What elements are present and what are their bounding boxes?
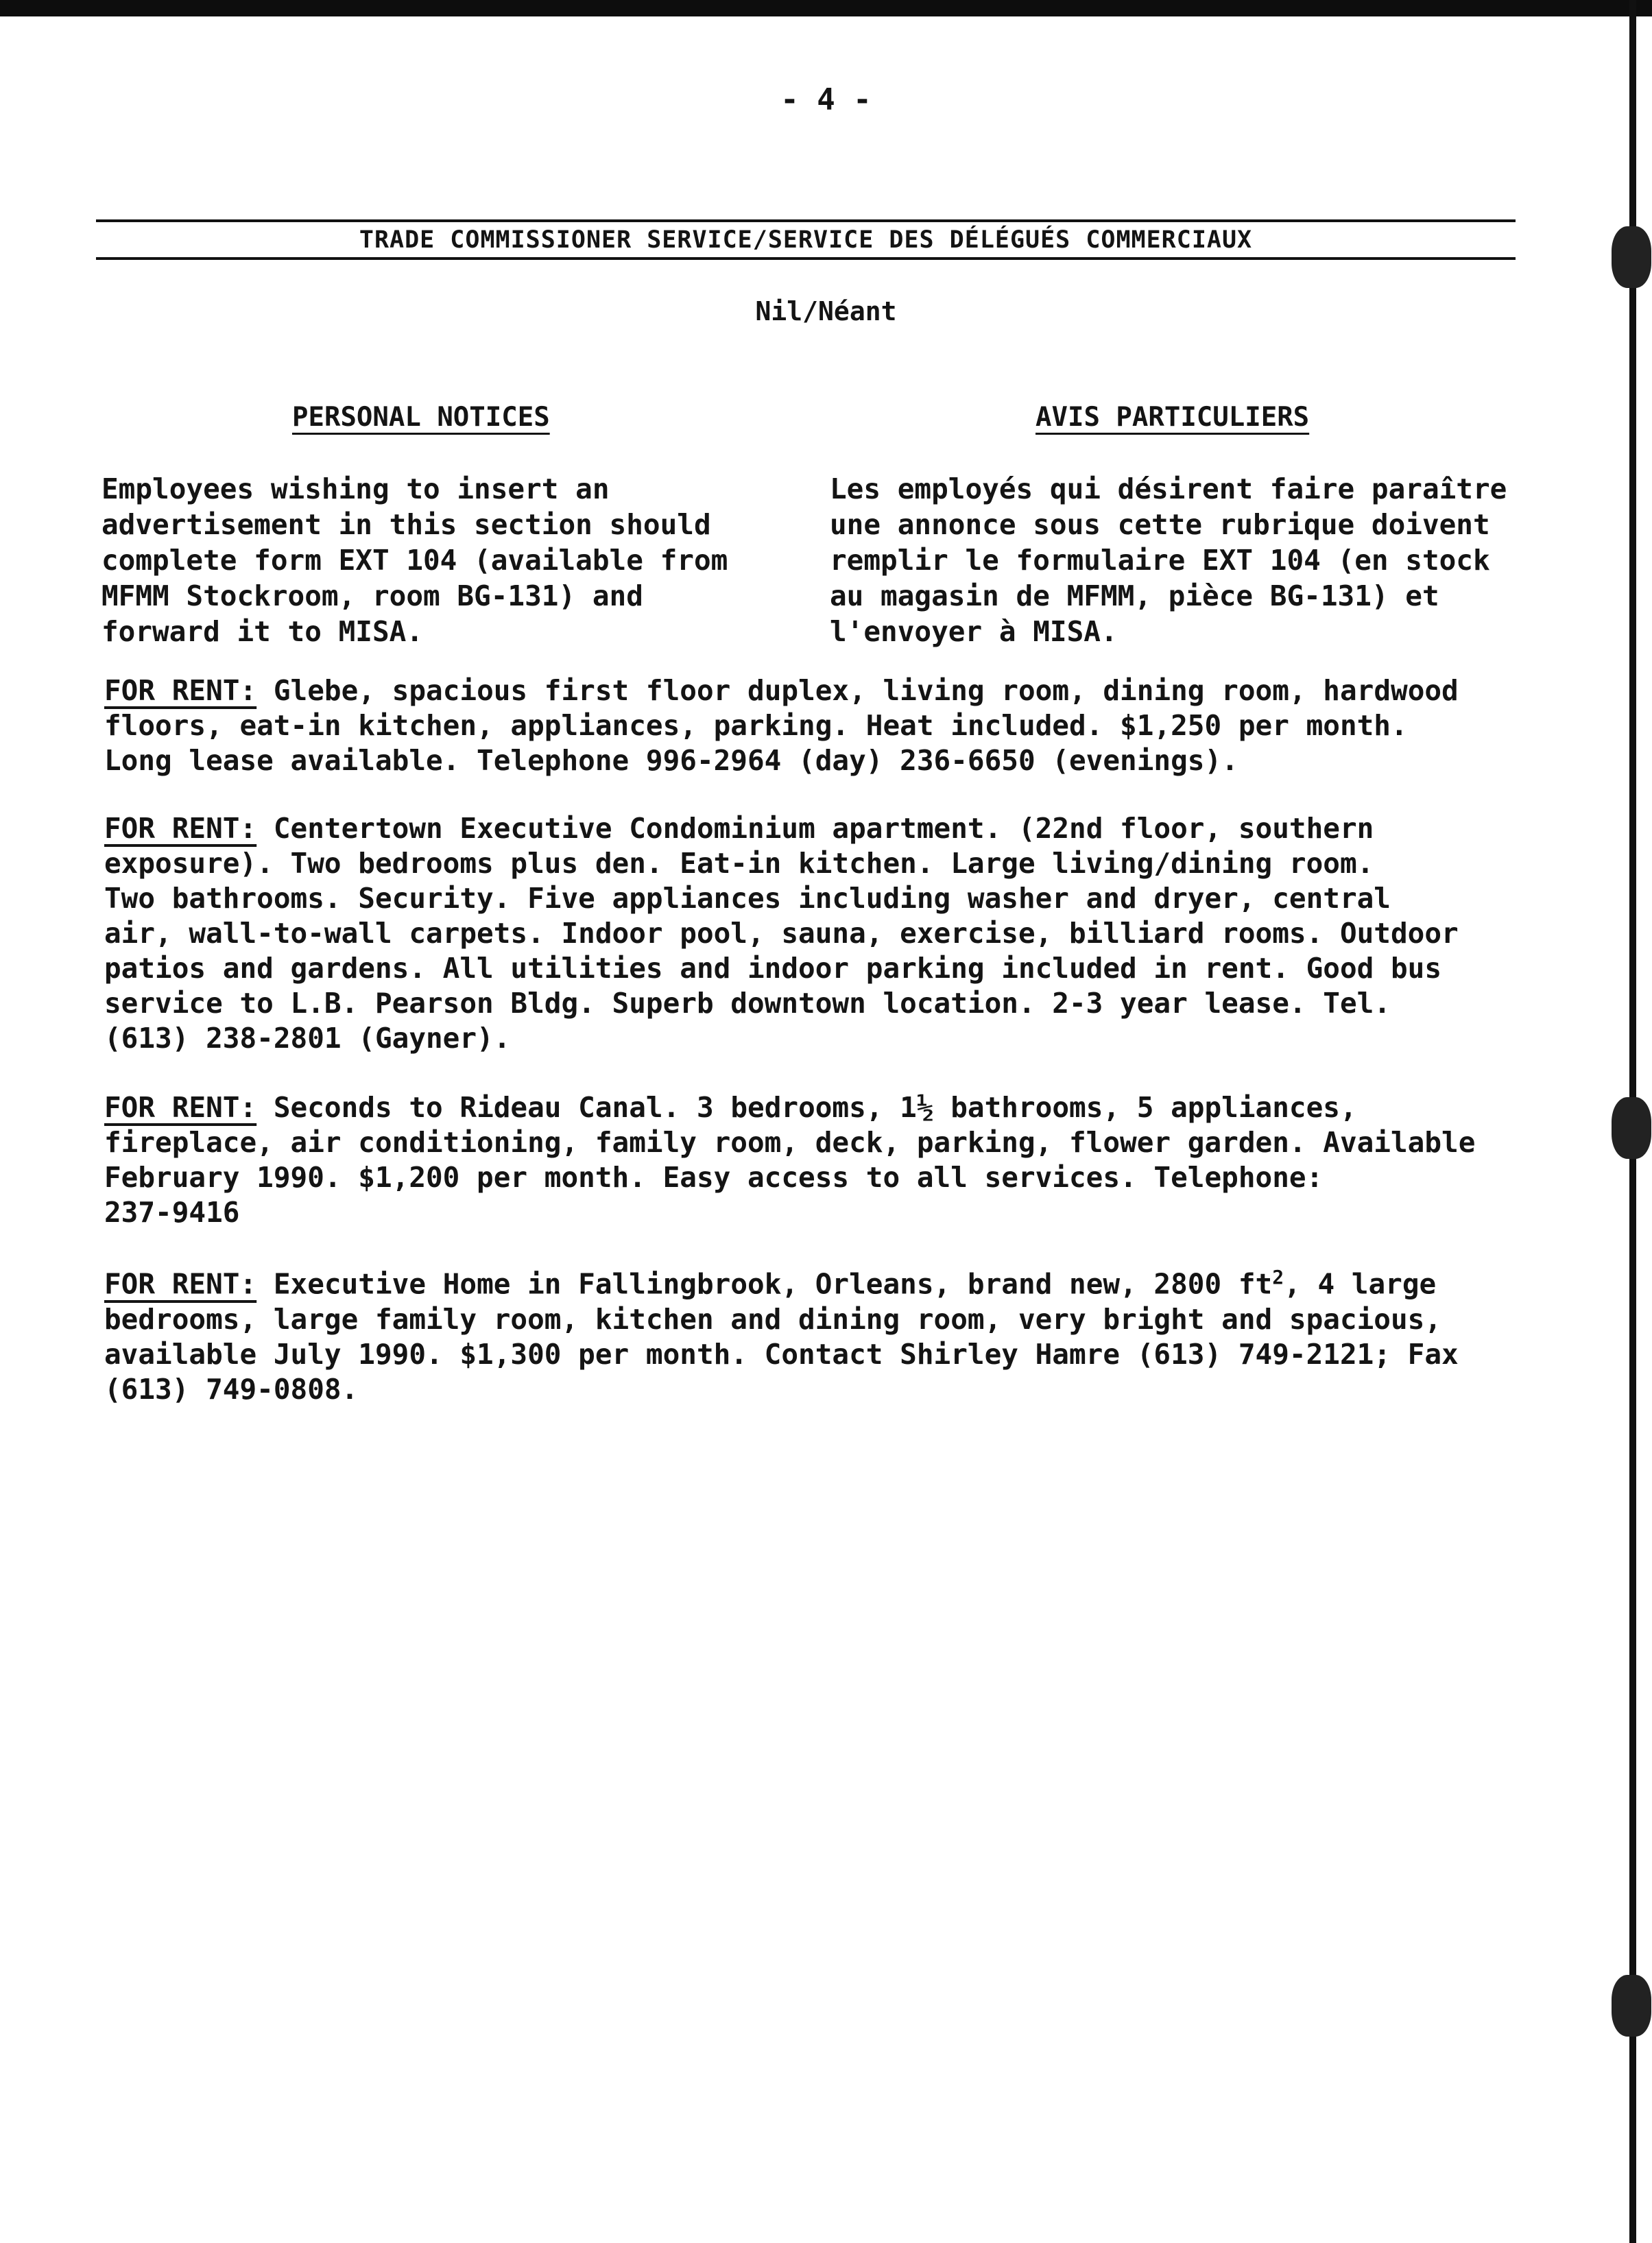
binder-ring	[1612, 1975, 1651, 2037]
rental-ad-glebe	[104, 673, 1544, 778]
binder-ring	[1612, 1097, 1651, 1159]
personal-notices-heading: PERSONAL NOTICES	[292, 402, 550, 433]
section-heading: TRADE COMMISSIONER SERVICE/SERVICE DES DÉLÉGUÉS COMMERCIAUX	[359, 226, 1253, 254]
ad-label: FOR RENT:	[104, 1091, 257, 1124]
ad-label: FOR RENT:	[104, 674, 257, 707]
section-rule-bottom	[96, 257, 1516, 260]
ad-text: Executive Home in Fallingbrook, Orleans, brand new, 2800 ft	[256, 1267, 1273, 1301]
binder-binding	[1605, 0, 1652, 2243]
section-rule-top	[96, 219, 1516, 222]
ad-superscript: 2	[1272, 1266, 1284, 1288]
page-number: - 4 -	[780, 82, 872, 117]
ad-text: , 4 large bedrooms, large family room, kitchen and dining room, very bright and spacious, available July 1990. $1,300 per month. Contact Shirley Hamre (613) 749-2121; Fax (613) 749-0808.	[104, 1267, 1459, 1406]
personal-notices-text: Employees wishing to insert an advertisement in this section should complete form EXT 104 (available from MFMM Stockroom, room BG-131) and forward it to MISA.	[101, 472, 728, 648]
ad-text: Glebe, spacious first floor duplex, living room, dining room, hardwood floors, eat-in kitchen, appliances, parking. Heat included. $1,250 per month. Long lease available. Telephone 996-2964 (day) 236-6650 (evenings).	[104, 674, 1459, 777]
avis-particuliers-text: Les employés qui désirent faire paraître une annonce sous cette rubrique doivent remplir le formulaire EXT 104 (en stock au magasin de MFMM, pièce BG-131) et l'envoyer à MISA.	[830, 472, 1507, 648]
avis-particuliers-heading: AVIS PARTICULIERS	[1036, 402, 1310, 433]
ad-text: Centertown Executive Condominium apartment. (22nd floor, southern exposure). Two bedrooms plus den. Eat-in kitchen. Large living/dining room. Two bathrooms. Security. Five appliances including washer and dryer, central air, wall-to-wall carpets. Indoor pool, sauna, exercise, billiard rooms. Outdoor patios and gardens. All utilities and indoor parking included in rent. Good bus service to L.B. Pearson Bldg. Superb downtown location. 2-3 year lease. Tel. (613) 238-2801 (Gayner).	[104, 812, 1459, 1055]
rental-ad-centertown	[104, 811, 1544, 1056]
ad-text: Seconds to Rideau Canal. 3 bedrooms, 1½ bathrooms, 5 appliances, fireplace, air conditioning, family room, deck, parking, flower garden. Available February 1990. $1,200 per month. Easy access to all services. Telephone: 237-9416	[104, 1091, 1476, 1229]
ad-label: FOR RENT:	[104, 1267, 257, 1301]
rental-ad-fallingbrook	[104, 1260, 1544, 1407]
ad-label: FOR RENT:	[104, 812, 257, 845]
page-top-edge	[0, 0, 1652, 16]
section-status: Nil/Néant	[755, 296, 897, 326]
binder-ring	[1612, 226, 1651, 288]
rental-ad-rideau-canal	[104, 1090, 1544, 1230]
